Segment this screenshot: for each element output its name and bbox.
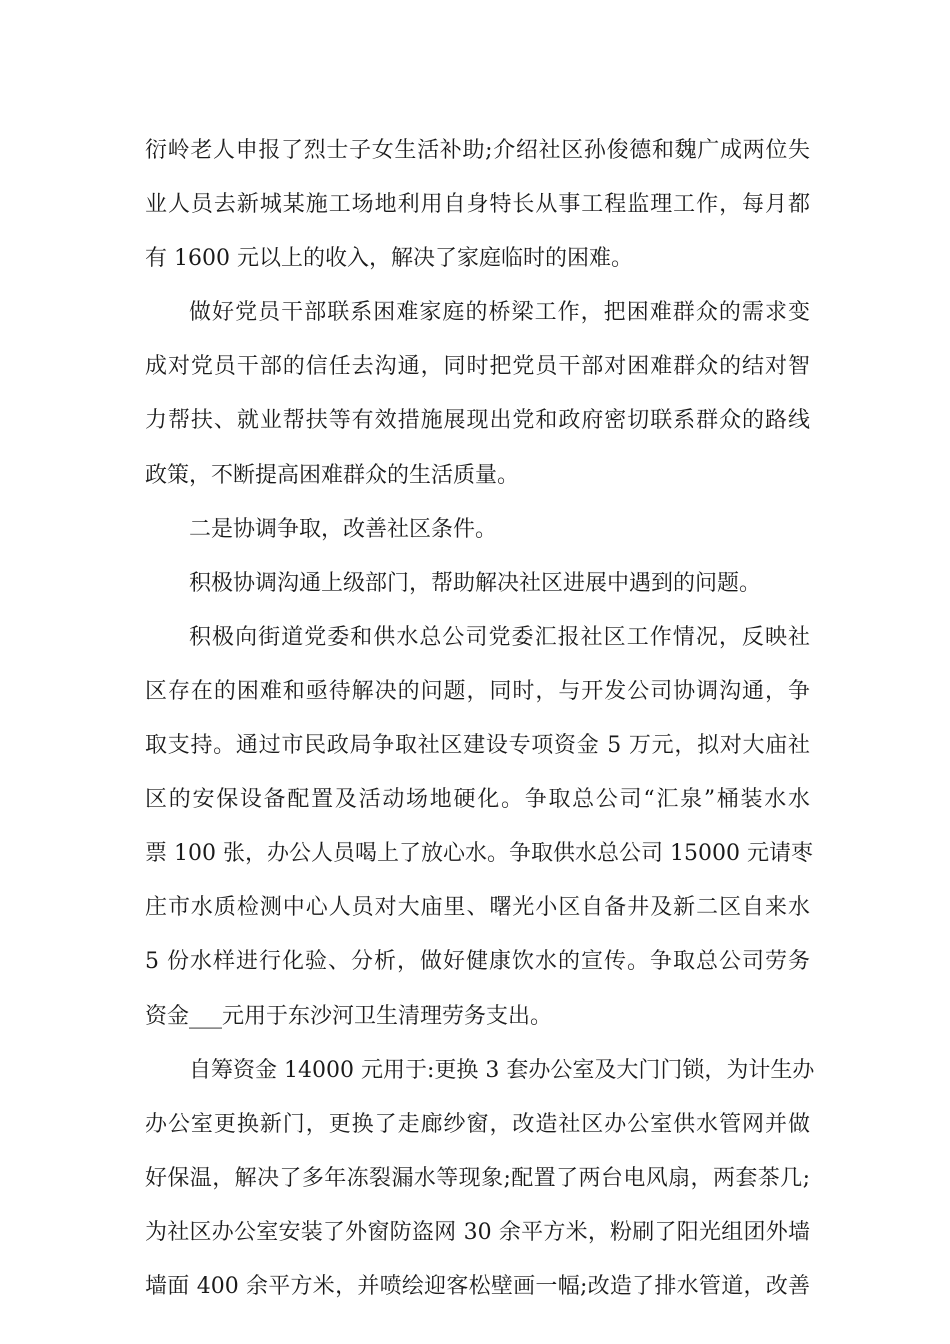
paragraph-4 bbox=[145, 557, 810, 611]
text-line: 办公室更换新门，更换了走廊纱窗，改造社区办公室供水管网并做 bbox=[145, 1111, 810, 1137]
text-line: 区的安保设备配置及活动场地硬化。争取总公司“汇泉”桶装水水 bbox=[145, 787, 810, 813]
document-body bbox=[145, 124, 815, 1314]
text-line: 区存在的困难和亟待解决的问题，同时，与开发公司协调沟通，争 bbox=[145, 678, 810, 704]
paragraph-3-heading bbox=[145, 503, 810, 557]
text-line: 资金___元用于东沙河卫生清理劳务支出。 bbox=[145, 1003, 553, 1029]
text-line: 票 100 张，办公人员喝上了放心水。争取供水总公司 15000 元请枣 bbox=[145, 841, 813, 867]
text-line: 好保温，解决了多年冻裂漏水等现象;配置了两台电风扇，两套茶几; bbox=[145, 1165, 810, 1191]
text-line: 取支持。通过市民政局争取社区建设专项资金 5 万元，拟对大庙社 bbox=[145, 733, 810, 759]
text-line: 有 1600 元以上的收入，解决了家庭临时的困难。 bbox=[145, 246, 633, 272]
text-line: 力帮扶、就业帮扶等有效措施展现出党和政府密切联系群众的路线 bbox=[145, 408, 810, 434]
text-line: 衍岭老人申报了烈士子女生活补助;介绍社区孙俊德和魏广成两位失 bbox=[145, 138, 810, 163]
text-line: 业人员去新城某施工场地利用自身特长从事工程监理工作，每月都 bbox=[145, 192, 810, 218]
text-line: 政策，不断提高困难群众的生活质量。 bbox=[145, 462, 520, 488]
text-line: 5 份水样进行化验、分析，做好健康饮水的宣传。争取总公司劳务 bbox=[145, 949, 810, 975]
text-line: 墙面 400 余平方米，并喷绘迎客松壁画一幅;改造了排水管道，改善 bbox=[145, 1273, 810, 1299]
paragraph-1 bbox=[145, 124, 810, 286]
text-line: 为社区办公室安装了外窗防盗网 30 余平方米，粉刷了阳光组团外墙 bbox=[145, 1219, 810, 1245]
text-line: 二是协调争取，改善社区条件。 bbox=[189, 516, 498, 542]
text-line: 积极向街道党委和供水总公司党委汇报社区工作情况，反映社 bbox=[189, 624, 810, 650]
text-line: 庄市水质检测中心人员对大庙里、曙光小区自备井及新二区自来水 bbox=[145, 895, 810, 921]
text-line: 积极协调沟通上级部门，帮助解决社区进展中遇到的问题。 bbox=[189, 570, 762, 596]
text-line: 自筹资金 14000 元用于:更换 3 套办公室及大门门锁，为计生办 bbox=[189, 1057, 815, 1083]
text-line: 做好党员干部联系困难家庭的桥梁工作，把困难群众的需求变 bbox=[189, 300, 810, 326]
text-line: 成对党员干部的信任去沟通，同时把党员干部对困难群众的结对智 bbox=[145, 354, 810, 380]
paragraph-6 bbox=[145, 1044, 815, 1314]
paragraph-5 bbox=[145, 611, 813, 1044]
paragraph-2 bbox=[145, 286, 810, 502]
